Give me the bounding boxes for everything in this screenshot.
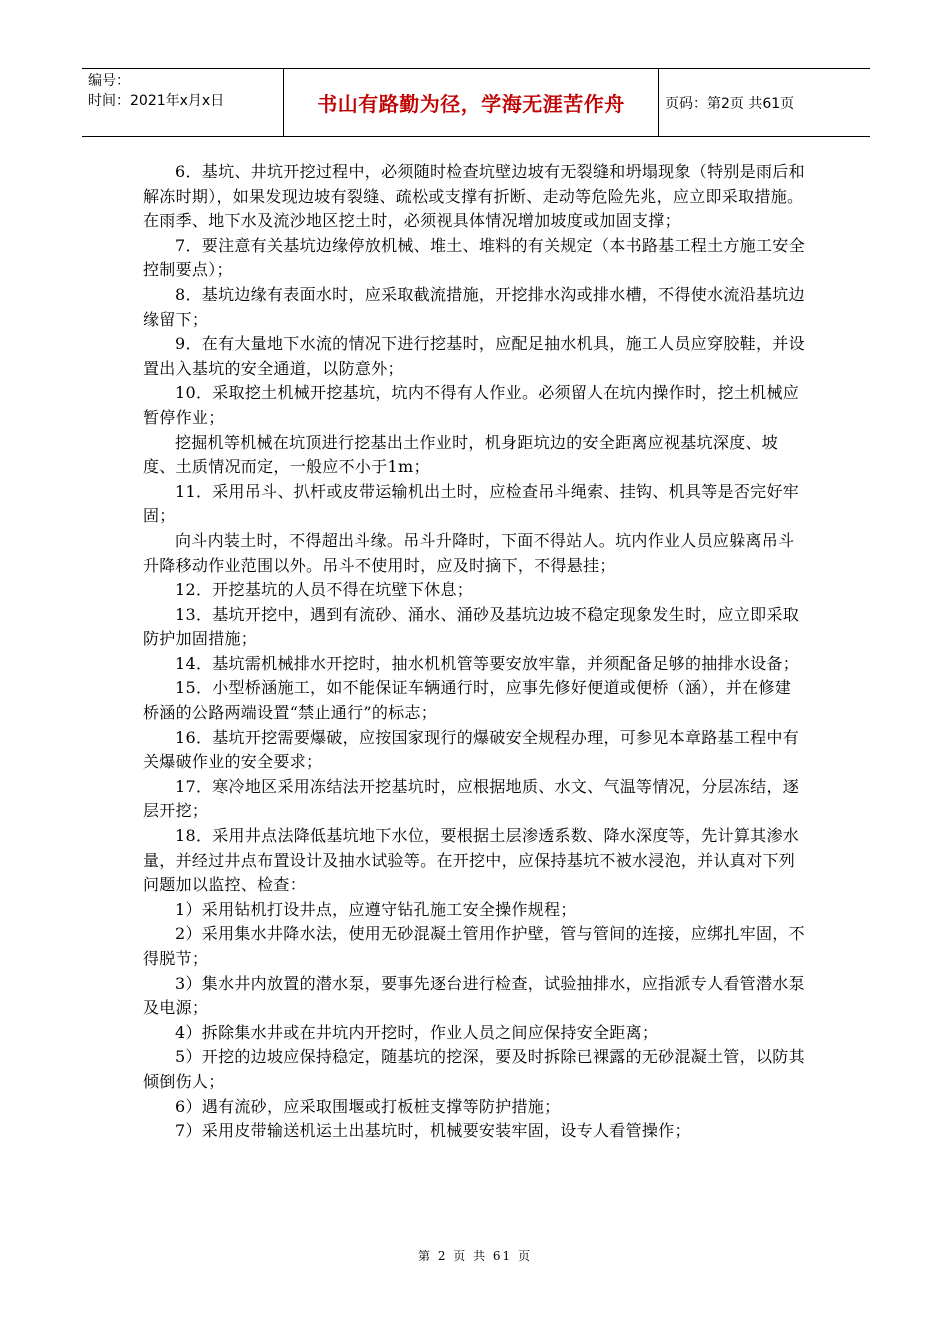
paragraph: 16．基坑开挖需要爆破，应按国家现行的爆破安全规程办理，可参见本章路基工程中有关爆破作业的安全要求； — [143, 727, 800, 772]
paragraph: 挖掘机等机械在坑顶进行挖基出土作业时，机身距坑边的安全距离应视基坑深度、坡度、土质情况而定，一般应不小于1m； — [143, 432, 779, 477]
paragraph: 4）拆除集水井或在井坑内开挖时，作业人员之间应保持安全距离； — [175, 1022, 659, 1042]
document-body — [143, 160, 807, 1144]
paragraph: 6．基坑、井坑开挖过程中，必须随时检查坑壁边坡有无裂缝和坍塌现象（特别是雨后和解冻时期），如果发现边坡有裂缝、疏松或支撑有折断、走动等危险先兆，应立即采取措施。在雨季、地下水及流沙地区挖土时，必须视具体情况增加坡度或加固支撑； — [143, 162, 805, 231]
page-header — [82, 68, 870, 137]
paragraph: 11．采用吊斗、扒杆或皮带运输机出土时，应检查吊斗绳索、挂钩、机具等是否完好牢固； — [143, 481, 800, 526]
header-page-number: 页码：第2页 共61页 — [665, 95, 795, 112]
paragraph: 5）开挖的边坡应保持稳定，随基坑的挖深，要及时拆除已裸露的无砂混凝土管，以防其倾倒伤人； — [143, 1047, 805, 1091]
header-motto: 书山有路勤为径，学海无涯苦作舟 — [317, 92, 625, 116]
header-page-cell — [659, 69, 870, 136]
page-footer: 第 2 页 共 61 页 — [418, 1249, 532, 1263]
header-motto-cell — [284, 69, 659, 136]
paragraph: 8．基坑边缘有表面水时，应采取截流措施，开挖排水沟或排水槽，不得使水流沿基坑边缘留下； — [143, 284, 805, 329]
header-meta — [82, 69, 284, 136]
paragraph: 7．要注意有关基坑边缘停放机械、堆土、堆料的有关规定（本书路基工程土方施工安全控制要点）； — [143, 235, 805, 280]
paragraph: 向斗内装土时，不得超出斗缘。吊斗升降时，下面不得站人。坑内作业人员应躲离吊斗升降移动作业范围以外。吊斗不使用时，应及时摘下，不得悬挂； — [143, 530, 795, 575]
document-number-label: 编号： — [88, 73, 130, 89]
paragraph: 17．寒冷地区采用冻结法开挖基坑时，应根据地质、水文、气温等情况，分层冻结，逐层开挖； — [143, 776, 800, 821]
paragraph: 12．开挖基坑的人员不得在坑壁下休息； — [175, 580, 474, 600]
paragraph: 9．在有大量地下水流的情况下进行挖基时，应配足抽水机具，施工人员应穿胶鞋，并设置出入基坑的安全通道，以防意外； — [143, 334, 805, 378]
paragraph: 1）采用钻机打设井点，应遵守钻孔施工安全操作规程； — [175, 899, 577, 919]
paragraph: 18．采用井点法降低基坑地下水位，要根据土层渗透系数、降水深度等，先计算其渗水量，并经过井点布置设计及抽水试验等。在开挖中，应保持基坑不被水浸泡，并认真对下列问题加以监控、检查： — [143, 826, 800, 895]
paragraph: 6）遇有流砂，应采取围堰或打板桩支撑等防护措施； — [175, 1096, 561, 1116]
paragraph: 2）采用集水井降水法，使用无砂混凝土管用作护壁，管与管间的连接，应绑扎牢固，不得脱节； — [143, 924, 805, 968]
paragraph: 3）集水井内放置的潜水泵，要事先逐台进行检查，试验抽排水，应指派专人看管潜水泵及电源； — [143, 973, 805, 1018]
paragraph: 14．基坑需机械排水开挖时，抽水机机管等要安放牢靠，并须配备足够的抽排水设备； — [175, 653, 800, 673]
paragraph: 15．小型桥涵施工，如不能保证车辆通行时，应事先修好便道或便桥（涵），并在修建桥涵的公路两端设置“禁止通行”的标志； — [143, 678, 792, 723]
paragraph: 13．基坑开挖中，遇到有流砂、涌水、涌砂及基坑边坡不稳定现象发生时，应立即采取防护加固措施； — [143, 604, 800, 649]
document-date-label: 时间：2021年x月x日 — [88, 93, 225, 109]
paragraph: 10．采取挖土机械开挖基坑，坑内不得有人作业。必须留人在坑内操作时，挖土机械应暂停作业； — [143, 383, 800, 427]
paragraph: 7）采用皮带输送机运土出基坑时，机械要安装牢固，设专人看管操作； — [175, 1121, 691, 1141]
